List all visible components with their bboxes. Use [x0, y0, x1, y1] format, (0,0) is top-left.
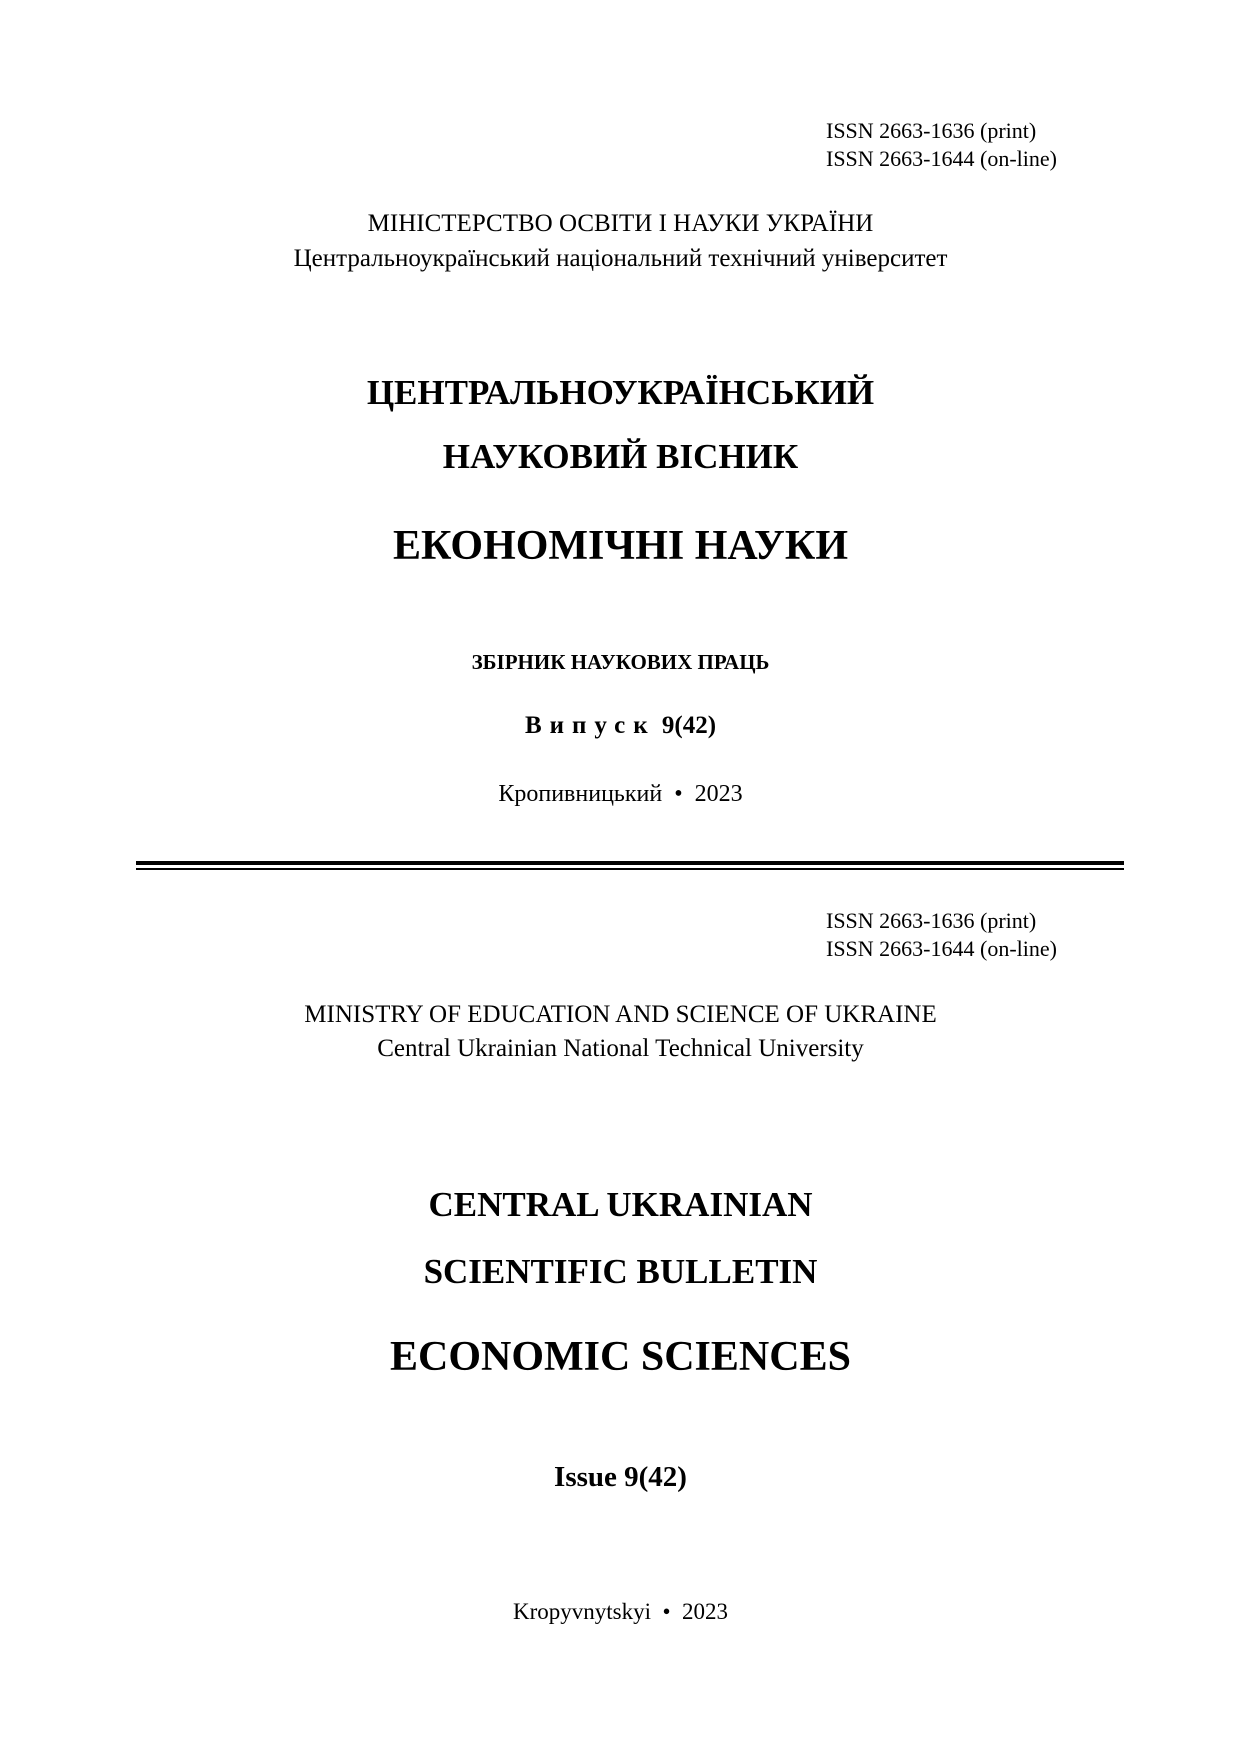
divider-thick: [136, 861, 1124, 865]
en-issue: Issue 9(42): [554, 1461, 687, 1493]
ua-subject: ЕКОНОМІЧНІ НАУКИ: [392, 523, 848, 569]
ua-ministry: МІНІСТЕРСТВО ОСВІТИ І НАУКИ УКРАЇНИ: [367, 210, 874, 237]
en-imprint: [0, 1598, 1241, 1626]
ua-collection: ЗБІРНИК НАУКОВИХ ПРАЦЬ: [471, 650, 770, 674]
en-separator: •: [662, 1599, 671, 1624]
en-subject: ECONOMIC SCIENCES: [390, 1334, 851, 1380]
ua-issn-print: ISSN 2663-1636 (print): [826, 118, 1037, 143]
en-university: Central Ukrainian National Technical University: [377, 1035, 864, 1062]
en-issn-online: ISSN 2663-1644 (on-line): [826, 936, 1057, 961]
ua-issue-number: 9(42): [661, 712, 717, 739]
ua-issue-word: Випуск: [524, 712, 656, 739]
divider-thin: [136, 868, 1124, 870]
en-issn-print: ISSN 2663-1636 (print): [826, 908, 1037, 933]
ua-university: Центральноукраїнський національний технічний університет: [293, 245, 948, 272]
ua-imprint: [0, 779, 1241, 809]
en-ministry: MINISTRY OF EDUCATION AND SCIENCE OF UKRAINE: [304, 1001, 937, 1028]
ua-issue: [0, 711, 1241, 741]
ua-issn-online: ISSN 2663-1644 (on-line): [826, 146, 1057, 171]
ua-city: Кропивницький: [498, 781, 663, 807]
ua-year: 2023: [694, 781, 743, 807]
en-title-line2: SCIENTIFIC BULLETIN: [423, 1252, 818, 1291]
ua-title-line1: ЦЕНТРАЛЬНОУКРАЇНСЬКИЙ: [366, 373, 875, 412]
en-city: Kropyvnytskyi: [512, 1599, 651, 1624]
en-title-line1: CENTRAL UKRAINIAN: [428, 1185, 813, 1224]
ua-title-line2: НАУКОВИЙ ВІСНИК: [442, 437, 799, 476]
ua-separator: •: [674, 781, 683, 807]
en-year: 2023: [682, 1599, 729, 1624]
